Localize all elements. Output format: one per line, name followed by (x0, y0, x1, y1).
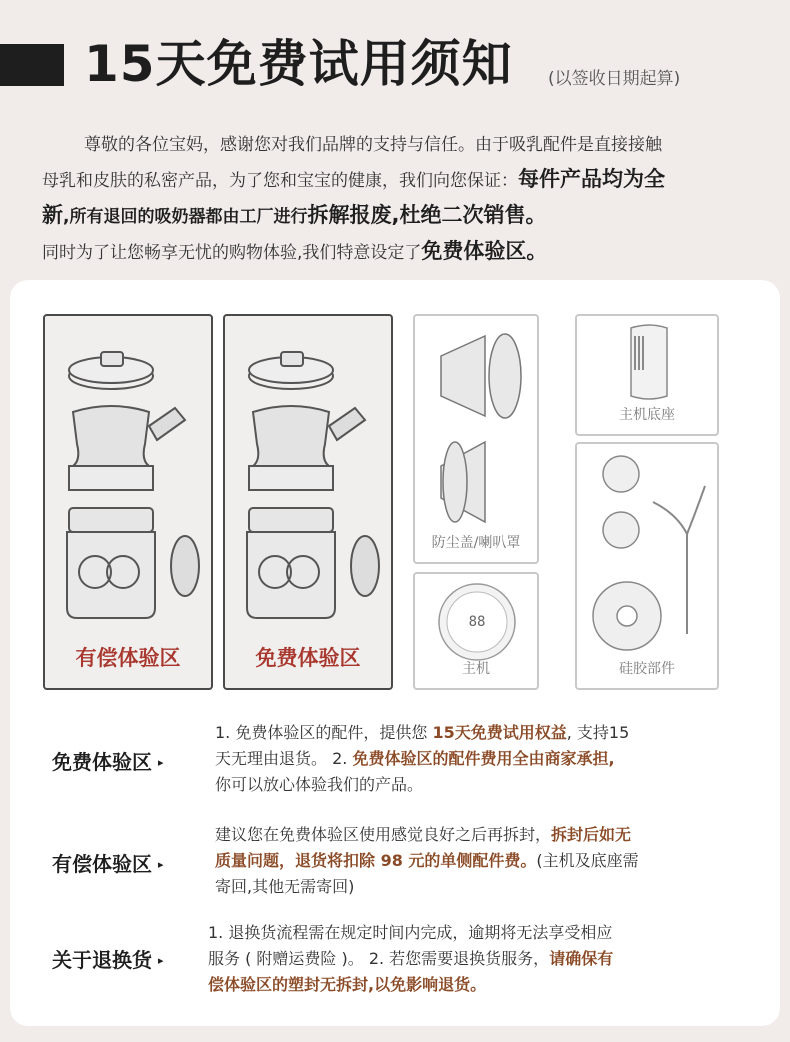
triangle-right-icon: ▸ (158, 858, 164, 871)
base-label: 主机底座 (619, 407, 675, 423)
breast-pump-parts-illustration (225, 316, 395, 692)
intro-line-3 (42, 198, 754, 234)
intro-emphasis-disassemble: 拆解报废,杜绝二次销售。 (307, 203, 547, 227)
rule-line: 偿体验区的塑封无拆封,以免影响退货。 (208, 975, 487, 994)
rule-text-segment: (主机及底座需 (536, 851, 639, 870)
host-screen-digits: 88 (468, 614, 486, 630)
free-zone-label: 免费体验区 (255, 646, 361, 670)
page-title: 15天免费试用须知 (84, 35, 513, 93)
intro-paragraph (42, 128, 754, 270)
rule-line (215, 720, 629, 746)
base-panel (575, 314, 719, 436)
rule-text-segment: 建议您在免费体验区使用感觉良好之后再拆封， (215, 825, 552, 844)
title-accent-bar (0, 44, 64, 86)
rule-paid-zone-text (215, 822, 639, 900)
intro-line-1: 尊敬的各位宝妈，感谢您对我们品牌的支持与信任。由于吸乳配件是直接接触 (84, 135, 662, 155)
intro-emphasis-new: 每件产品均为全 (518, 167, 665, 191)
breast-pump-parts-illustration (45, 316, 215, 692)
title-note: (以签收日期起算) (548, 69, 681, 89)
rule-text-segment: 1. 免费体验区的配件，提供您 (215, 723, 433, 742)
rule-title-text: 免费体验区 (52, 750, 152, 774)
host-label: 主机 (462, 661, 490, 677)
rule-text-segment: , 支持15 (566, 723, 630, 742)
rule-highlight: 免费体验区的配件费用全由商家承担, (352, 749, 615, 768)
rule-line (215, 848, 639, 874)
rule-line: 寄回,其他无需寄回) (215, 877, 355, 896)
triangle-right-icon: ▸ (158, 954, 164, 967)
dustcover-panel (413, 314, 539, 564)
paid-zone-label: 有偿体验区 (75, 646, 181, 670)
paid-zone-panel (43, 314, 213, 690)
info-card (10, 280, 780, 1026)
rule-title-text: 有偿体验区 (52, 852, 152, 876)
intro-line-3-text: ,所有退回的吸奶器都由工厂进行 (63, 207, 308, 227)
host-panel (413, 572, 539, 690)
intro-emphasis-free-zone: 免费体验区。 (421, 239, 548, 263)
rule-line: 1. 退换货流程需在规定时间内完成，逾期将无法享受相应 (208, 923, 613, 942)
rule-free-zone-text (215, 720, 629, 798)
rule-highlight: 15天免费试用权益 (432, 723, 567, 742)
rule-highlight: 质量问题，退货将扣除 98 元的单侧配件费。 (215, 851, 537, 870)
dustcover-illustration (415, 316, 541, 566)
rule-highlight: 请确保有 (549, 949, 614, 968)
rule-line (208, 946, 613, 972)
rule-paid-zone-title (52, 848, 164, 877)
silicone-parts-illustration (577, 444, 721, 692)
intro-line-2 (42, 162, 754, 198)
intro-line-4 (42, 234, 754, 270)
rule-returns-title (52, 944, 164, 973)
rule-text-segment: 服务 ( 附赠运费险 )。 2. 若您需要退换货服务， (208, 949, 550, 968)
intro-line-4-text: 同时为了让您畅享无忧的购物体验,我们特意设定了 (42, 243, 422, 263)
rule-line (215, 746, 629, 772)
intro-emphasis-new-end: 新 (42, 203, 63, 227)
rule-free-zone-title (52, 746, 164, 775)
rule-line: 你可以放心体验我们的产品。 (215, 775, 424, 794)
silicone-panel (575, 442, 719, 690)
silicone-label: 硅胶部件 (619, 661, 675, 677)
free-zone-panel (223, 314, 393, 690)
triangle-right-icon: ▸ (158, 756, 164, 769)
rule-highlight: 拆封后如无 (551, 825, 632, 844)
dustcover-label: 防尘盖/喇叭罩 (431, 535, 521, 551)
rule-text-segment: 天无理由退货。 2. (215, 749, 353, 768)
rule-returns-text (208, 920, 613, 998)
rule-title-text: 关于退换货 (52, 948, 152, 972)
intro-line-2-text: 母乳和皮肤的私密产品，为了您和宝宝的健康，我们向您保证： (42, 171, 518, 191)
rule-line (215, 822, 639, 848)
